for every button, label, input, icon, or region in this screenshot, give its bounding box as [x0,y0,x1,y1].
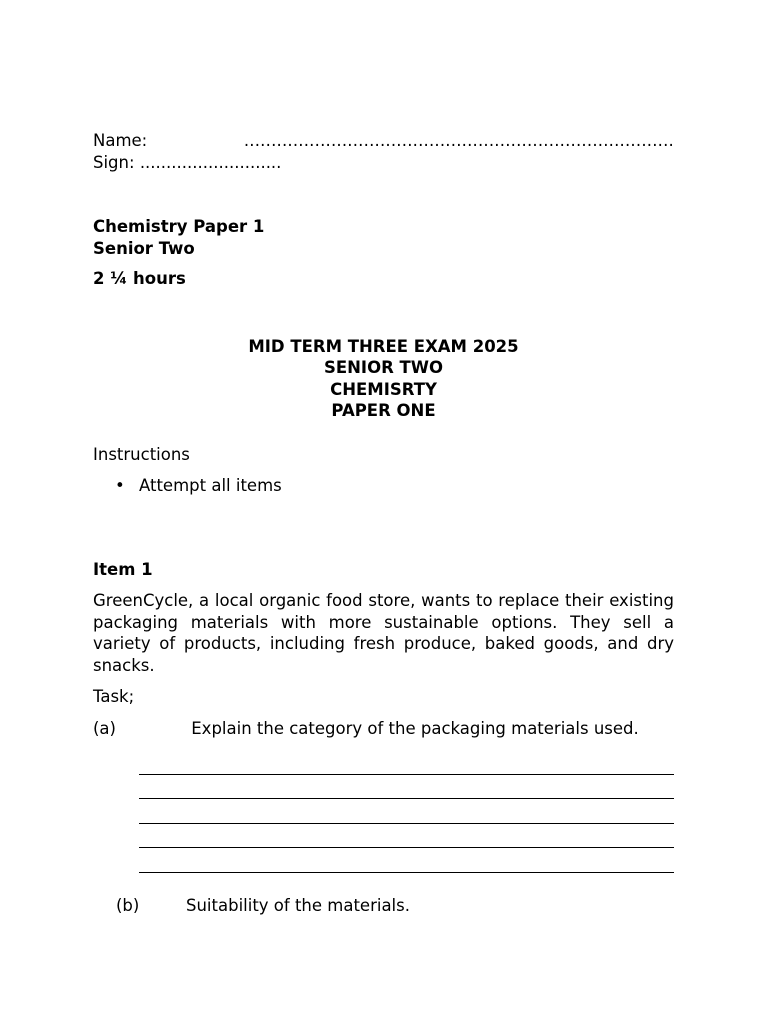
duration: 2 ¼ hours [93,269,186,288]
question-a [93,718,674,740]
answer-line[interactable] [139,799,674,824]
item-1-scenario: GreenCycle, a local organic food store, wants to replace their existing packaging materials with more sustainable options. They sell a variety of products, including fresh produce, baked goods, and dry snacks. [93,591,674,675]
sign-row [93,152,674,174]
answer-line[interactable] [139,750,674,775]
item-1-heading: Item 1 [93,559,153,579]
answer-line[interactable] [139,824,674,849]
question-a-text: Explain the category of the packaging materials used. [191,718,639,738]
answer-line[interactable] [139,848,674,873]
sign-label: Sign: [93,152,135,172]
name-field[interactable]: ............................................................................... [243,131,674,150]
class-title: Senior Two [93,238,195,258]
question-a-label: (a) [93,718,116,738]
exam-title-line-2: SENIOR TWO [323,358,444,377]
question-b [93,895,674,917]
instruction-text: Attempt all items [139,476,282,495]
name-row [93,130,674,152]
instructions-list [93,475,674,497]
subject-title: Chemistry Paper 1 [93,217,265,236]
answer-lines-a[interactable] [139,750,674,873]
list-item [93,475,674,497]
exam-title-line-1: MID TERM THREE EXAM 2025 [248,336,519,356]
exam-title-line-4: PAPER ONE [331,401,436,420]
task-label: Task; [93,687,135,706]
answer-line[interactable] [139,775,674,800]
instructions-heading: Instructions [93,444,190,464]
question-b-label: (b) [116,895,140,915]
bullet-icon: • [115,476,125,495]
question-b-text: Suitability of the materials. [186,895,410,915]
exam-title-line-3: CHEMISRTY [330,379,437,399]
name-label: Name: [93,131,148,150]
sign-field[interactable]: ........................... [139,152,282,172]
exam-page [93,130,674,916]
